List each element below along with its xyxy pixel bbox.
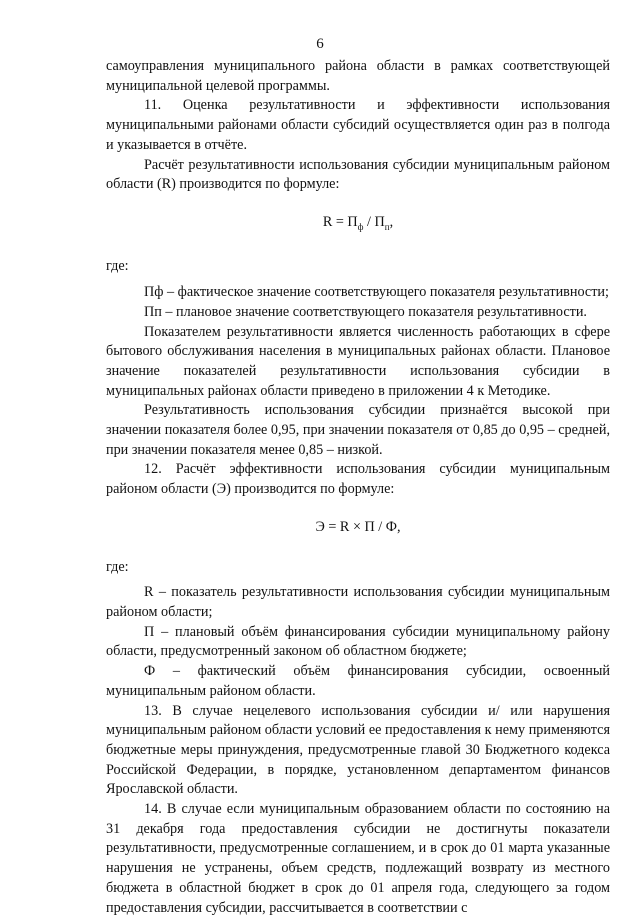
where-label-1: где: bbox=[106, 258, 129, 275]
where-label-2: где: bbox=[106, 558, 129, 575]
document-body bbox=[106, 57, 610, 918]
paragraph-12: 12. Расчёт эффективности использования субсидии муниципальным районом области (Э) производится по формуле: bbox=[106, 461, 610, 498]
paragraph-indicator: Показателем результативности является численность работающих в сфере бытового обслуживания населения в муниципальных районах области. Плановое значение показателей результативности использования субсидии в муниципальных районах области приведено в приложении 4 к Методике. bbox=[106, 323, 610, 399]
page-number: 6 bbox=[316, 36, 324, 52]
paragraph-11: 11. Оценка результативности и эффективности использования муниципальными районами области субсидий осуществляется один раз в полгода и указывается в отчёте. bbox=[106, 97, 610, 153]
formula-r: $R = П_ф / П_п$, bbox=[322, 213, 394, 232]
definition-p: П – плановый объём финансирования субсидии муниципальному району области, предусмотренный законом об областном бюджете; bbox=[106, 623, 610, 660]
definition-pf: Пф – фактическое значение соответствующего показателя результативности; bbox=[144, 284, 609, 301]
paragraph-14: 14. В случае если муниципальным образованием области по состоянию на 31 декабря года предоставления субсидии не достигнуты показатели результативности, предусмотренные соглашением, и в срок до 01 марта указанные нарушения не устранены, объем средств, подлежащий возврату из местного бюджета в областной бюджет в срок до 01 апреля года, следующего за годом предоставления субсидии, рассчитывается в соответствии с bbox=[106, 801, 610, 916]
paragraph-13: 13. В случае нецелевого использования субсидии и/ или нарушения муниципальным районом области условий ее предоставления к нему применяются бюджетные меры принуждения, предусмотренные главой 30 Бюджетного кодекса Российской Федерации, в порядке, установленном департаментом финансов Ярославской области. bbox=[106, 702, 610, 798]
definition-pp: Пп – плановое значение соответствующего показателя результативности. bbox=[144, 303, 587, 320]
paragraph-continuation: самоуправления муниципального района области в рамках соответствующей муниципальной целевой программы. bbox=[106, 58, 610, 94]
formula-e: Э = R × П / Ф, bbox=[315, 518, 401, 535]
definition-f: Ф – фактический объём финансирования субсидии, освоенный муниципальным районом области. bbox=[106, 663, 610, 699]
paragraph-recognized: Результативность использования субсидии признаётся высокой при значении показателя более 0,95, при значении показателя от 0,85 до 0,95 – средней, при значении показателя менее 0,85 – низкой. bbox=[106, 402, 610, 458]
paragraph-calc-r: Расчёт результативности использования субсидии муниципальным районом области (R) производится по формуле: bbox=[106, 156, 610, 193]
definition-r: R – показатель результативности использования субсидии муниципальным районом области; bbox=[106, 584, 610, 620]
